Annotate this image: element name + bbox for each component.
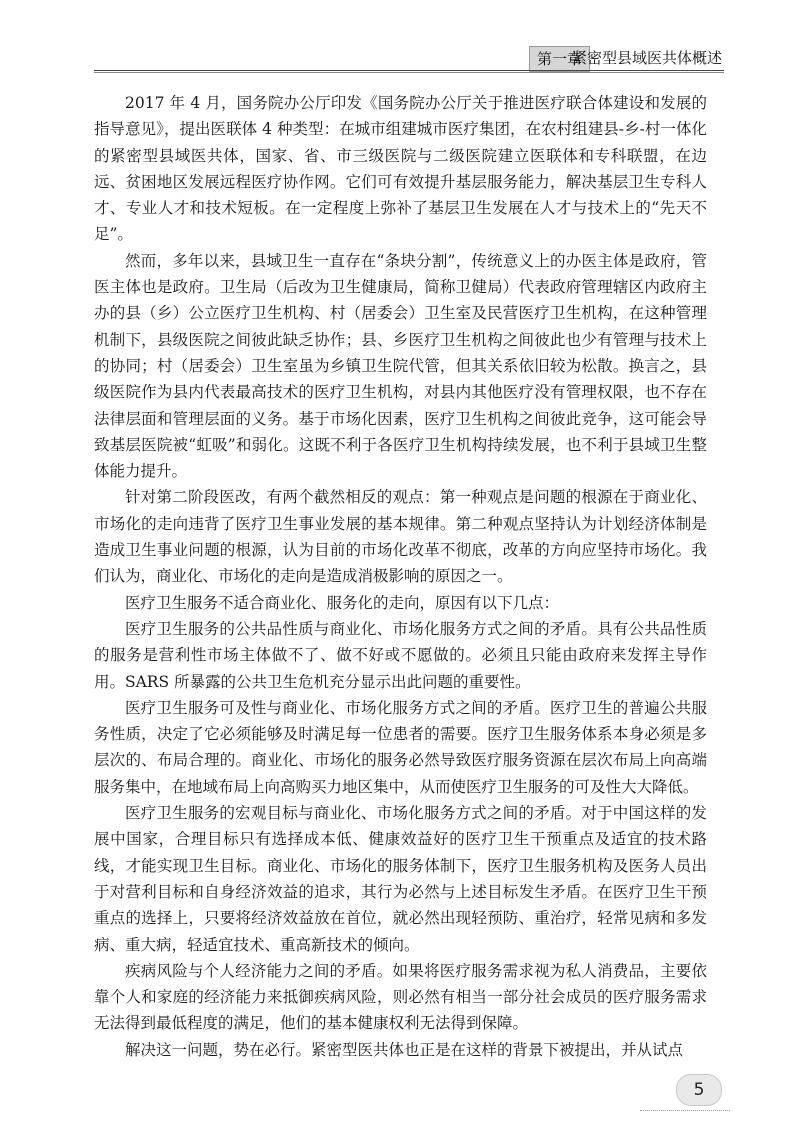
paragraph: 解决这一问题，势在必行。紧密型医共体也正是在这样的背景下被提出，并从试点 [125,1040,684,1059]
chapter-title: 紧密型县域医共体概述 [571,49,722,67]
chapter-label: 第一章 [529,46,590,72]
header-rule-thin [94,72,724,73]
body-text [94,90,707,1063]
paragraph: 2017 年 4 月，国务院办公厅印发《国务院办公厅关于推进医疗联合体建设和发展的指导意见》，提出医联体 4 种类型：在城市组建城市医疗集团，在农村组建县-乡-村一体化的紧密型县域医共体，国家、省、市三级医院与二级医院建立医联体和专科联盟，在边远、贫困地区发展远程医疗协作网。它们可有效提升基层服务能力，解决基层卫生专科人才、专业人才和技术短板。在一定程度上弥补了基层卫生发展在人才与技术上的“先天不足”。 [94,94,707,244]
paragraph: 医疗卫生服务可及性与商业化、市场化服务方式之间的矛盾。医疗卫生的普遍公共服务性质，决定了它必须能够及时满足每一位患者的需要。医疗卫生服务体系本身必须是多层次的、布局合理的。商业化、市场化的服务必然导致医疗服务资源在层次布局上向高端服务集中，在地域布局上向高购买力地区集中，从而使医疗卫生服务的可及性大大降低。 [94,698,707,796]
paragraph: 医疗卫生服务的宏观目标与商业化、市场化服务方式之间的矛盾。对于中国这样的发展中国家，合理目标只有选择成本低、健康效益好的医疗卫生干预重点及适宜的技术路线，才能实现卫生目标。商业化、市场化的服务体制下，医疗卫生服务机构及医务人员出于对营利目标和自身经济效益的追求，其行为必然与上述目标发生矛盾。在医疗卫生干预重点的选择上，只要将经济效益放在首位，就必然出现轻预防、重治疗，轻常见病和多发病、重大病，轻适宜技术、重高新技术的倾向。 [94,804,707,954]
header-rule [94,70,724,71]
paragraph: 针对第二阶段医改，有两个截然相反的观点：第一种观点是问题的根源在于商业化、市场化的走向违背了医疗卫生事业发展的基本规律。第二种观点坚持认为计划经济体制是造成卫生事业问题的根源，认为目前的市场化改革不彻底，改革的方向应坚持市场化。我们认为，商业化、市场化的走向是造成消极影响的原因之一。 [94,488,707,586]
paragraph: 疾病风险与个人经济能力之间的矛盾。如果将医疗服务需求视为私人消费品，主要依靠个人和家庭的经济能力来抵御疾病风险，则必然有相当一部分社会成员的医疗服务需求无法得到最低程度的满足，他们的基本健康权利无法得到保障。 [94,961,707,1033]
running-header [0,46,800,72]
paragraph: 然而，多年以来，县域卫生一直存在“条块分割”，传统意义上的办医主体是政府，管医主体也是政府。卫生局（后改为卫生健康局，简称卫健局）代表政府管理辖区内政府主办的县（乡）公立医疗卫生机构、村（居委会）卫生室及民营医疗卫生机构，在这种管理机制下，县级医院之间彼此缺乏协作；县、乡医疗卫生机构之间彼此也少有管理与技术上的协同；村（居委会）卫生室虽为乡镇卫生院代管，但其关系依旧较为松散。换言之，县级医院作为县内代表最高技术的医疗卫生机构，对县内其他医疗没有管理权限，也不存在法律层面和管理层面的义务。基于市场化因素，医疗卫生机构之间彼此竞争，这可能会导致基层医院被“虹吸”和弱化。这既不利于各医疗卫生机构持续发展，也不利于县域卫生整体能力提升。 [94,251,707,481]
paragraph: 医疗卫生服务不适合商业化、服务化的走向，原因有以下几点： [125,593,560,612]
page-number: 5 [676,1074,722,1106]
paragraph: 医疗卫生服务的公共品性质与商业化、市场化服务方式之间的矛盾。具有公共品性质的服务是营利性市场主体做不了、做不好或不愿做的。必须且只能由政府来发挥主导作用。SARS 所暴露的公共卫生危机充分显示出此问题的重要性。 [94,619,707,691]
